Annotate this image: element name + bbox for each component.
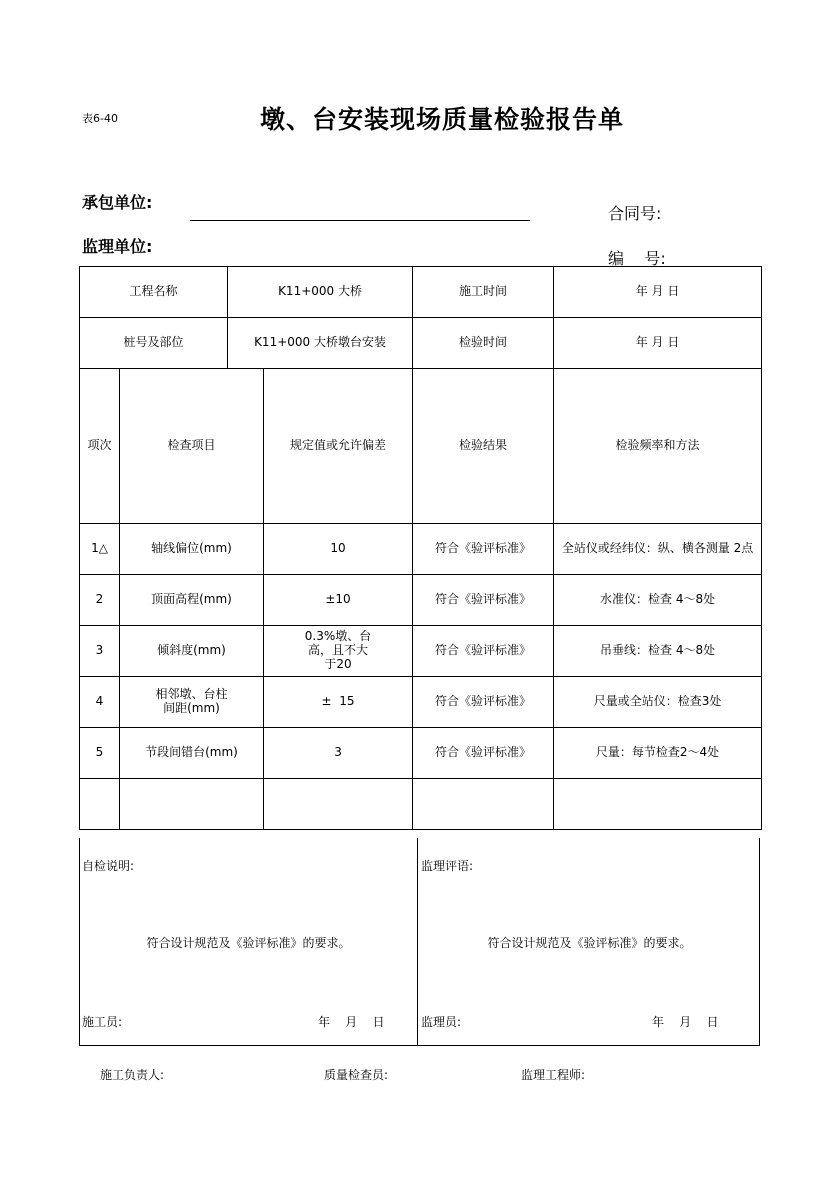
serial-no-label: 编 号: <box>608 249 666 268</box>
self-check-text: 符合设计规范及《验评标准》的要求。 <box>146 936 351 950</box>
row-result: 符合《验评标准》 <box>413 575 554 626</box>
row-seq: 3 <box>80 626 120 677</box>
row-item: 相邻墩、台柱间距(mm) <box>120 677 264 728</box>
page-title: 墩、台安装现场质量检验报告单 <box>259 105 624 134</box>
constructor-signer-label: 施工员: <box>82 1015 123 1029</box>
empty-cell <box>554 779 762 830</box>
row-result: 符合《验评标准》 <box>413 728 554 779</box>
row-method: 全站仪或经纬仪：纵、横各测量 2点 <box>554 524 762 575</box>
row-method: 水准仪：检查 4～8处 <box>554 575 762 626</box>
form-number: 表6-40 <box>82 112 118 125</box>
info-row-1 <box>80 267 762 318</box>
row-seq: 4 <box>80 677 120 728</box>
empty-cell <box>80 779 120 830</box>
empty-cell <box>264 779 413 830</box>
row-item: 节段间错台(mm) <box>120 728 264 779</box>
supervision-date: 年 月 日 <box>652 1015 719 1029</box>
construction-time-label: 施工时间 <box>413 267 554 318</box>
row-item: 顶面高程(mm) <box>120 575 264 626</box>
contractor-label: 承包单位: <box>82 193 153 212</box>
project-name-label: 工程名称 <box>80 267 228 318</box>
supervisor-label: 监理单位: <box>82 237 153 256</box>
supervision-text: 符合设计规范及《验评标准》的要求。 <box>487 936 692 950</box>
construction-lead-label: 施工负责人: <box>100 1068 165 1082</box>
row-result: 符合《验评标准》 <box>413 524 554 575</box>
row-method: 吊垂线：检查 4～8处 <box>554 626 762 677</box>
construction-time-value: 年 月 日 <box>554 267 762 318</box>
col-result-header: 检验结果 <box>413 369 554 524</box>
station-part-label: 桩号及部位 <box>80 318 228 369</box>
supervising-engineer-label: 监理工程师: <box>521 1068 586 1082</box>
table-row <box>80 575 762 626</box>
table-row <box>80 728 762 779</box>
self-check-date: 年 月 日 <box>318 1015 385 1029</box>
station-part-value: K11+000 大桥墩台安装 <box>228 318 413 369</box>
row-spec: 3 <box>264 728 413 779</box>
info-row-2 <box>80 318 762 369</box>
row-seq: 5 <box>80 728 120 779</box>
table-row <box>80 626 762 677</box>
contractor-underline <box>190 220 530 221</box>
col-spec-header: 规定值或允许偏差 <box>264 369 413 524</box>
row-method: 尺量或全站仪：检查3处 <box>554 677 762 728</box>
row-item: 轴线偏位(mm) <box>120 524 264 575</box>
remarks-section <box>79 838 760 1046</box>
col-method-header: 检验频率和方法 <box>554 369 762 524</box>
col-seq-header: 项次 <box>80 369 120 524</box>
row-spec: 0.3%墩、台高，且不大于20 <box>264 626 413 677</box>
inspection-table <box>79 266 762 830</box>
supervisor-signer-label: 监理员: <box>421 1015 462 1029</box>
row-spec: ±10 <box>264 575 413 626</box>
row-spec: 10 <box>264 524 413 575</box>
empty-cell <box>413 779 554 830</box>
project-name-value: K11+000 大桥 <box>228 267 413 318</box>
table-row <box>80 524 762 575</box>
self-check-label: 自检说明: <box>82 859 135 873</box>
empty-cell <box>120 779 264 830</box>
row-spec: ± 15 <box>264 677 413 728</box>
column-header-row <box>80 369 762 524</box>
table-row-empty <box>80 779 762 830</box>
row-result: 符合《验评标准》 <box>413 626 554 677</box>
row-item: 倾斜度(mm) <box>120 626 264 677</box>
row-seq: 2 <box>80 575 120 626</box>
col-item-header: 检查项目 <box>120 369 264 524</box>
row-method: 尺量：每节检查2～4处 <box>554 728 762 779</box>
table-row <box>80 677 762 728</box>
quality-inspector-label: 质量检查员: <box>324 1068 389 1082</box>
inspection-time-value: 年 月 日 <box>554 318 762 369</box>
row-result: 符合《验评标准》 <box>413 677 554 728</box>
supervision-label: 监理评语: <box>421 859 474 873</box>
row-seq: 1△ <box>80 524 120 575</box>
contract-no-label: 合同号: <box>608 204 662 223</box>
inspection-time-label: 检验时间 <box>413 318 554 369</box>
